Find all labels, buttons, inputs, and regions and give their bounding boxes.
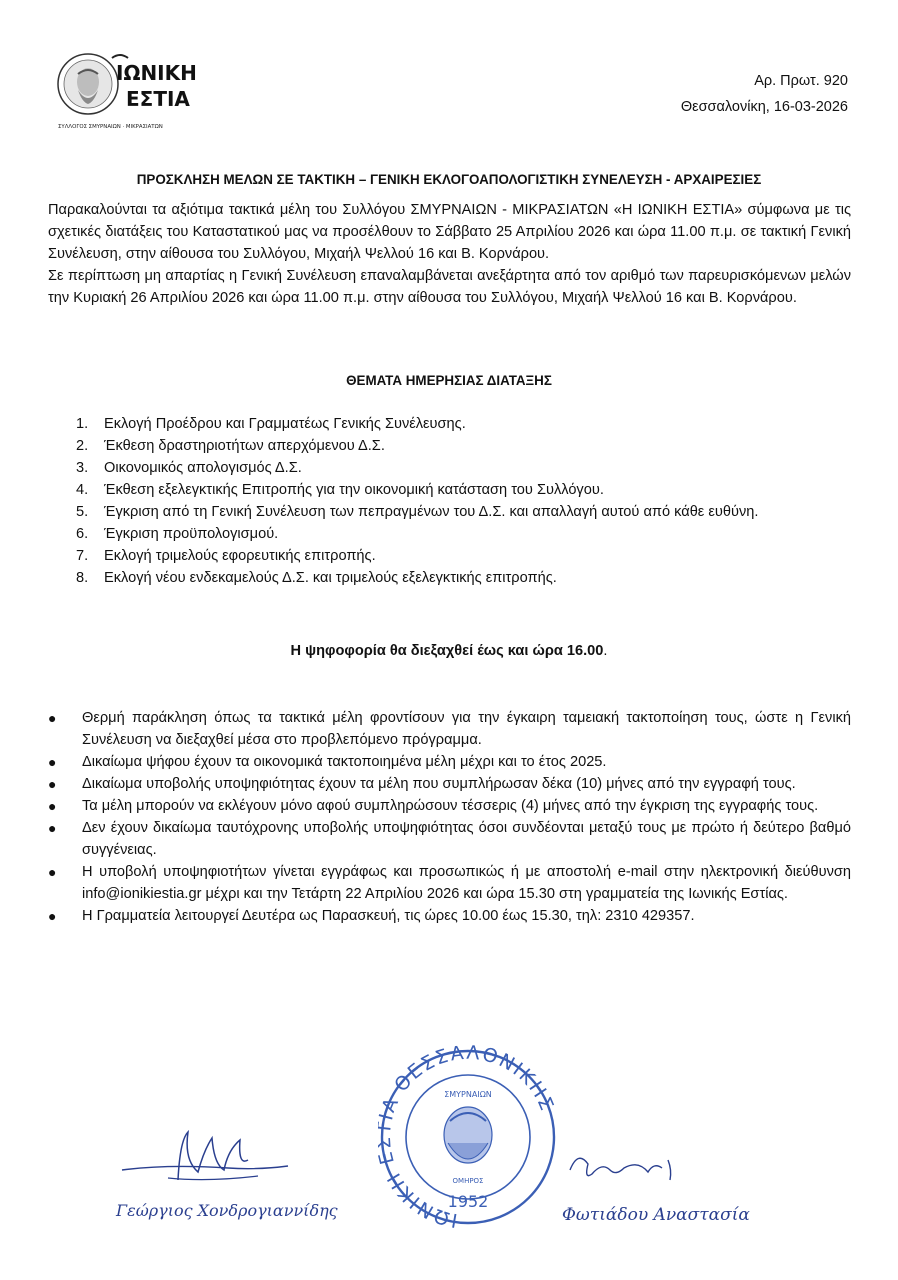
agenda-item-text: Έκθεση δραστηριοτήτων απερχόμενου Δ.Σ. — [104, 438, 385, 454]
note-item — [48, 707, 851, 751]
agenda-item — [76, 479, 856, 501]
note-item — [48, 861, 851, 905]
stamp-year: 1952 — [447, 1192, 489, 1211]
note-item — [48, 905, 851, 927]
bullet-icon: ● — [48, 908, 57, 924]
bullet-icon: ● — [48, 820, 57, 836]
agenda-item-number: 7. — [76, 548, 89, 564]
document-title: ΠΡΟΣΚΛΗΣΗ ΜΕΛΩΝ ΣΕ ΤΑΚΤΙΚΗ – ΓΕΝΙΚΗ ΕΚΛΟΓΟΑΠΟΛΟΓΙΣΤΙΚΗ ΣΥΝΕΛΕΥΣΗ - ΑΡΧΑΙΡΕΣΙΕΣ — [136, 172, 762, 187]
note-text: Θερμή παράκληση όπως τα τακτικά μέλη φροντίσουν για την έγκαιρη ταμειακή τακτοποίηση τους, ώστε η Γενική Συνέλευση να διεξαχθεί μέσα στο προβλεπόμενο πρόγραμμα. — [82, 710, 851, 748]
note-text: Δεν έχουν δικαίωμα ταυτόχρονης υποβολής υποψηφιότητας όσοι συνδέονται μεταξύ τους με πρώτο ή δεύτερο βαθμό συγγένειας. — [82, 820, 851, 858]
stamp-top-text: ΣΜΥΡΝΑΙΩΝ — [444, 1090, 492, 1099]
note-item — [48, 795, 851, 817]
agenda-item-text: Έγκριση προϋπολογισμού. — [104, 526, 279, 542]
voting-note-period: . — [603, 643, 608, 659]
agenda-item-text: Έκθεση εξελεγκτικής Επιτροπής για την οικονομική κατάσταση του Συλλόγου. — [104, 482, 604, 498]
logo-caption: ΣΥΛΛΟΓΟΣ ΣΜΥΡΝΑΙΩΝ · ΜΙΚΡΑΣΙΑΤΩΝ — [58, 124, 163, 130]
place-date: Θεσσαλονίκη, 16-03-2026 — [680, 99, 848, 115]
agenda-item-number: 8. — [76, 570, 89, 586]
signature-right-name: Φωτιάδου Αναστασία — [562, 1205, 750, 1225]
note-text: Δικαίωμα υποβολής υποψηφιότητας έχουν τα μέλη που συμπλήρωσαν δέκα (10) μήνες από την εγγραφή τους. — [82, 776, 796, 792]
voting-note-text: Η ψηφοφορία θα διεξαχθεί έως και ώρα 16.00 — [290, 643, 604, 659]
association-stamp — [378, 1035, 558, 1235]
agenda-item — [76, 435, 856, 457]
note-text: Τα μέλη μπορούν να εκλέγουν μόνο αφού συμπληρώσουν τέσσερις (4) μήνες από την έγκριση της εγγραφής τους. — [82, 798, 819, 814]
logo-title: ΙΩΝΙΚΗ — [116, 61, 197, 85]
bullet-icon: ● — [48, 798, 57, 814]
signature-left-name: Γεώργιος Χονδρογιαννίδης — [116, 1201, 338, 1220]
stamp-ring-text: ΙΩΝΙΚΗ Α ΘΕΣΣΑΛΟΝΙΚΗΣ — [378, 1041, 558, 1232]
agenda-item-number: 2. — [76, 438, 89, 454]
agenda-item-number: 3. — [76, 460, 89, 476]
agenda-item-text: Έγκριση από τη Γενική Συνέλευση των πεπραγμένων του Δ.Σ. και απαλλαγή αυτού από κάθε ευθύνη. — [104, 504, 759, 520]
note-item — [48, 773, 851, 795]
voting-note — [0, 643, 898, 659]
agenda-item — [76, 501, 856, 523]
note-item — [48, 817, 851, 861]
agenda-item-text: Εκλογή τριμελούς εφορευτικής επιτροπής. — [104, 548, 376, 564]
note-text: Η Γραμματεία λειτουργεί Δευτέρα ως Παρασκευή, τις ώρες 10.00 έως 15.30, τηλ: 2310 429357. — [82, 908, 695, 924]
agenda-item-number: 1. — [76, 416, 89, 432]
agenda-item-text: Εκλογή Προέδρου και Γραμματέως Γενικής Συνέλευσης. — [104, 416, 466, 432]
paragraph-invitation: Παρακαλούνται τα αξιότιμα τακτικά μέλη του Συλλόγου ΣΜΥΡΝΑΙΩΝ - ΜΙΚΡΑΣΙΑΤΩΝ «Η ΙΩΝΙΚΗ ΕΣΤΙΑ» σύμφωνα με τις σχετικές διατάξεις του Καταστατικού μας να προσέλθουν το Σάββατο 25 Απριλίου 2026 και ώρα 11.00 π.μ. σε τακτική Γενική Συνέλευση, στην αίθουσα του Συλλόγου, Μιχαήλ Ψελλού 16 και Β. Κορνάρου. — [48, 202, 851, 262]
signature-scribble-icon — [558, 1140, 808, 1235]
agenda-list — [76, 413, 856, 589]
agenda-item — [76, 523, 856, 545]
note-text: Η υποβολή υποψηφιοτήτων γίνεται εγγράφως και προσωπικώς ή με αποστολή e-mail στην ηλεκτρονική διεύθυνση info@ionikiestia.gr μέχρι και την Τετάρτη 22 Απριλίου 2026 και ώρα 15.30 στη γραμματεία της Ιωνικής Εστίας. — [82, 864, 851, 902]
note-text: Δικαίωμα ψήφου έχουν τα οικονομικά τακτοποιημένα μέλη μέχρι και το έτος 2025. — [82, 754, 607, 770]
bullet-icon: ● — [48, 864, 57, 880]
agenda-title: ΘΕΜΑΤΑ ΗΜΕΡΗΣΙΑΣ ΔΙΑΤΑΞΗΣ — [346, 373, 552, 388]
agenda-item — [76, 545, 856, 567]
agenda-item — [76, 457, 856, 479]
agenda-item-text: Εκλογή νέου ενδεκαμελούς Δ.Σ. και τριμελούς εξελεγκτικής επιτροπής. — [104, 570, 557, 586]
logo-subtitle: ΕΣΤΙΑ — [126, 87, 190, 111]
agenda-item-text: Οικονομικός απολογισμός Δ.Σ. — [104, 460, 302, 476]
bullet-icon: ● — [48, 710, 57, 726]
agenda-item-number: 4. — [76, 482, 89, 498]
signature-scribble-icon — [108, 1120, 358, 1230]
note-item — [48, 751, 851, 773]
org-logo — [52, 44, 222, 136]
signature-secretary — [558, 1140, 808, 1235]
stamp-inner-text: ΟΜΗΡΟΣ — [452, 1177, 484, 1185]
agenda-item-number: 5. — [76, 504, 89, 520]
paragraph-quorum: Σε περίπτωση μη απαρτίας η Γενική Συνέλευση επαναλαμβάνεται ανεξάρτητα από τον αριθμό των παρευρισκόμενων μελών την Κυριακή 26 Απριλίου 2026 και ώρα 11.00 π.μ. στην αίθουσα του Συλλόγου, Μιχαήλ Ψελλού 16 και Β. Κορνάρου. — [48, 268, 851, 306]
notes-list — [48, 707, 851, 927]
agenda-item-number: 6. — [76, 526, 89, 542]
protocol-number: Αρ. Πρωτ. 920 — [754, 73, 848, 89]
bullet-icon: ● — [48, 776, 57, 792]
document-reference — [681, 68, 848, 120]
bullet-icon: ● — [48, 754, 57, 770]
agenda-item — [76, 413, 856, 435]
agenda-item — [76, 567, 856, 589]
signature-president — [108, 1120, 358, 1230]
